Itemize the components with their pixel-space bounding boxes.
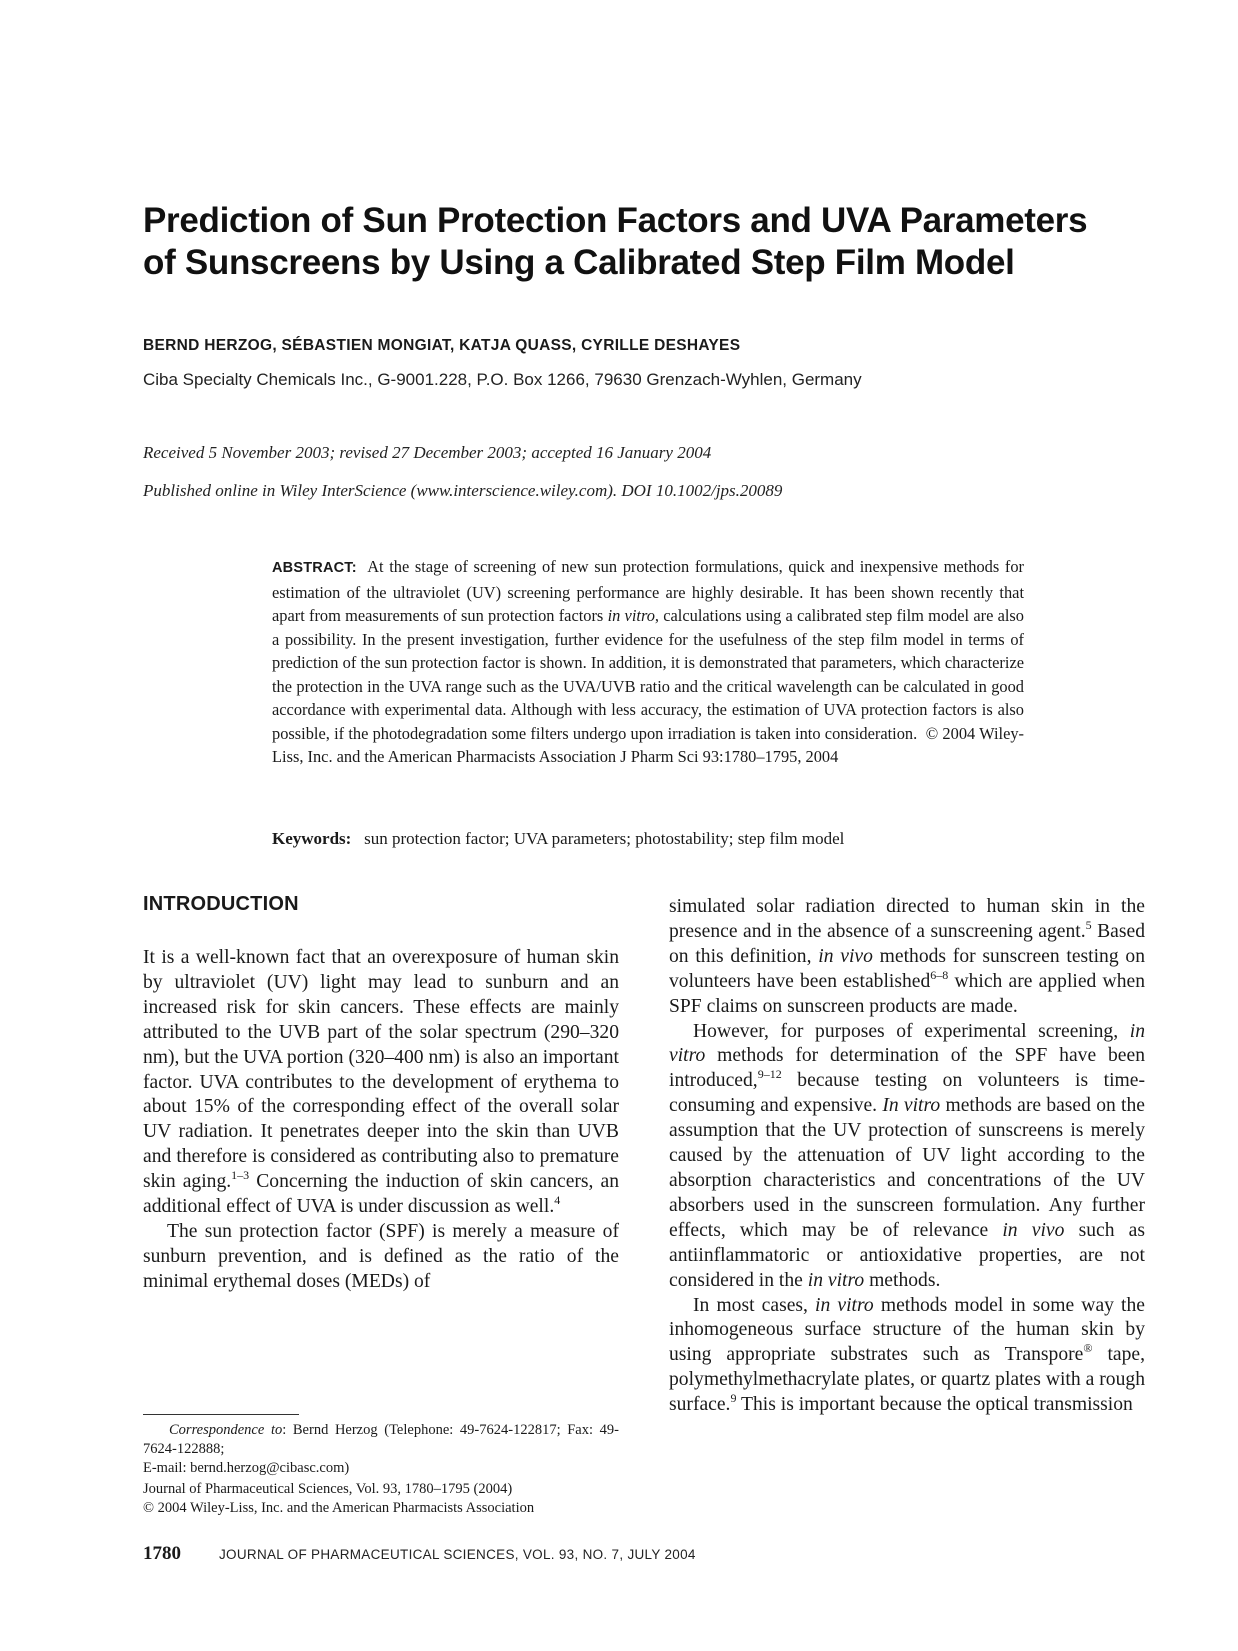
text-span: methods are based on the assumption that the UV protection of sunscreens is merely caused by the attenuation of UV light according to the absorption characteristics and concentrations of the UV absorbers used in the sunscreen formulation. Any further effects, which may be of relevance <box>669 1095 1145 1241</box>
text-span: It is a well-known fact that an overexposure of human skin by ultraviolet (UV) light may lead to sunburn and an increased risk for skin cancers. These effects are mainly attributed to the UVB part of the solar spectrum (290–320 nm), but the UVA portion (320–400 nm) is also an important factor. UVA contributes to the development of erythema to about 15% of the corresponding effect of the overall solar UV radiation. It penetrates deeper into the skin than UVB and therefore is considered as contributing also to premature skin aging. <box>143 947 619 1193</box>
registered-mark: ® <box>1083 1341 1093 1356</box>
abstract-copyright: © 2004 Wiley-Liss, Inc. and the American Pharmacists Association J Pharm Sci 93:1780–1795, 2004 <box>272 723 1025 766</box>
text-span: Concerning the induction of skin cancers, an additional effect of UVA is under discussion as well. <box>143 1171 619 1218</box>
citation: 4 <box>554 1193 561 1208</box>
text-span: In most cases, <box>693 1294 816 1316</box>
correspondence-text: : Bernd Herzog (Telephone: 49-7624-122817; Fax: 49-7624-122888; <box>143 1422 619 1457</box>
text-span: However, for purposes of experimental screening, <box>693 1020 1130 1042</box>
abstract-text-b: , calculations using a calibrated step film model are also a possibility. In the present investigation, further evidence for the usefulness of the step film model in terms of prediction of the sun protection factor is shown. In addition, it is demonstrated that parameters, which characterize the protection in the UVA range such as the UVA/UVB ratio and the critical wavelength can be calculated in good accordance with experimental data. Although with less accuracy, the estimation of UVA protection factors is also possible, if the photodegradation some filters undergo upon irradiation is taken into consideration. <box>272 606 1024 743</box>
citation: 6–8 <box>930 967 949 982</box>
keywords <box>272 829 1032 849</box>
text-span: tape, polymethylmethacrylate plates, or quartz plates with a rough surface. <box>669 1344 1145 1416</box>
publication-info: Published online in Wiley InterScience (www.interscience.wiley.com). DOI 10.1002/jps.20089 <box>143 481 783 500</box>
correspondence-email: E-mail: bernd.herzog@cibasc.com) <box>143 1460 350 1476</box>
text-span: simulated solar radiation directed to human skin in the presence and in the absence of a sunscreening agent. <box>669 896 1145 942</box>
correspondence-label: Correspondence to <box>169 1422 283 1438</box>
abstract <box>272 555 1024 769</box>
emphasis: in vitro <box>807 1269 865 1291</box>
emphasis: in vivo <box>818 945 873 967</box>
journal-footnote <box>143 1480 619 1518</box>
footnote-divider <box>143 1414 299 1415</box>
received-dates: Received 5 November 2003; revised 27 December 2003; accepted 16 January 2004 <box>143 443 712 462</box>
abstract-text-a: At the stage of screening of new sun protection formulations, quick and inexpensive methods for estimation of the ultraviolet (UV) screening performance are highly desirable. It has been shown recently that apart from measurements of sun protection factors <box>272 557 1024 625</box>
title-line-2: of Sunscreens by Using a Calibrated Step Film Model <box>143 243 1015 282</box>
emphasis: in vivo <box>1002 1219 1065 1241</box>
intro-paragraph-4 <box>669 1294 1145 1419</box>
text-span: such as antiinflammatoric or antioxidative properties, are not considered in the <box>669 1219 1145 1291</box>
text-span: because testing on volunteers is time-consuming and expensive. <box>669 1070 1145 1117</box>
journal-citation: Journal of Pharmaceutical Sciences, Vol. 93, 1780–1795 (2004) <box>143 1481 513 1497</box>
text-span: Based on this definition, <box>669 920 1145 967</box>
text-span: methods for sunscreen testing on volunteers have been established <box>669 945 1145 992</box>
emphasis: in vitro <box>669 1020 1145 1067</box>
intro-paragraph-2-cont <box>669 895 1145 1020</box>
right-column <box>669 895 1145 1418</box>
running-head: JOURNAL OF PHARMACEUTICAL SCIENCES, VOL. 93, NO. 7, JULY 2004 <box>219 1547 696 1562</box>
emphasis: in vitro <box>815 1294 874 1316</box>
keywords-label: Keywords: <box>272 829 352 848</box>
article-title <box>143 200 1123 284</box>
intro-paragraph-1 <box>143 946 619 1220</box>
abstract-label: ABSTRACT: <box>272 560 357 576</box>
left-column <box>143 946 619 1295</box>
intro-paragraph-2: The sun protection factor (SPF) is merely a measure of sunburn prevention, and is defined as the ratio of the minimal erythemal doses (MEDs) of <box>143 1220 619 1292</box>
author-list: BERND HERZOG, SÉBASTIEN MONGIAT, KATJA QUASS, CYRILLE DESHAYES <box>143 337 741 354</box>
abstract-emphasis: in vitro <box>607 606 655 625</box>
title-line-1: Prediction of Sun Protection Factors and UVA Parameters <box>143 201 1088 240</box>
text-span: methods model in some way the inhomogeneous surface structure of the human skin by using appropriate substrates such as Transpore <box>669 1294 1145 1366</box>
emphasis: In vitro <box>882 1095 941 1117</box>
keywords-text: sun protection factor; UVA parameters; photostability; step film model <box>364 829 845 848</box>
text-span: which are applied when SPF claims on sunscreen products are made. <box>669 970 1145 1017</box>
citation: 5 <box>1085 917 1092 932</box>
text-span: methods. <box>864 1269 941 1291</box>
citation: 9–12 <box>757 1067 782 1082</box>
journal-copyright: © 2004 Wiley-Liss, Inc. and the American Pharmacists Association <box>143 1500 535 1516</box>
text-span: This is important because the optical transmission <box>736 1394 1133 1416</box>
intro-paragraph-3 <box>669 1020 1145 1294</box>
correspondence-footnote <box>143 1421 619 1478</box>
text-span: methods for determination of the SPF have been introduced, <box>669 1045 1145 1092</box>
affiliation: Ciba Specialty Chemicals Inc., G-9001.228, P.O. Box 1266, 79630 Grenzach-Wyhlen, Germany <box>143 370 862 389</box>
citation: 9 <box>730 1391 737 1406</box>
section-heading-introduction: INTRODUCTION <box>143 893 299 915</box>
page-number: 1780 <box>143 1543 181 1564</box>
citation: 1–3 <box>231 1168 250 1183</box>
